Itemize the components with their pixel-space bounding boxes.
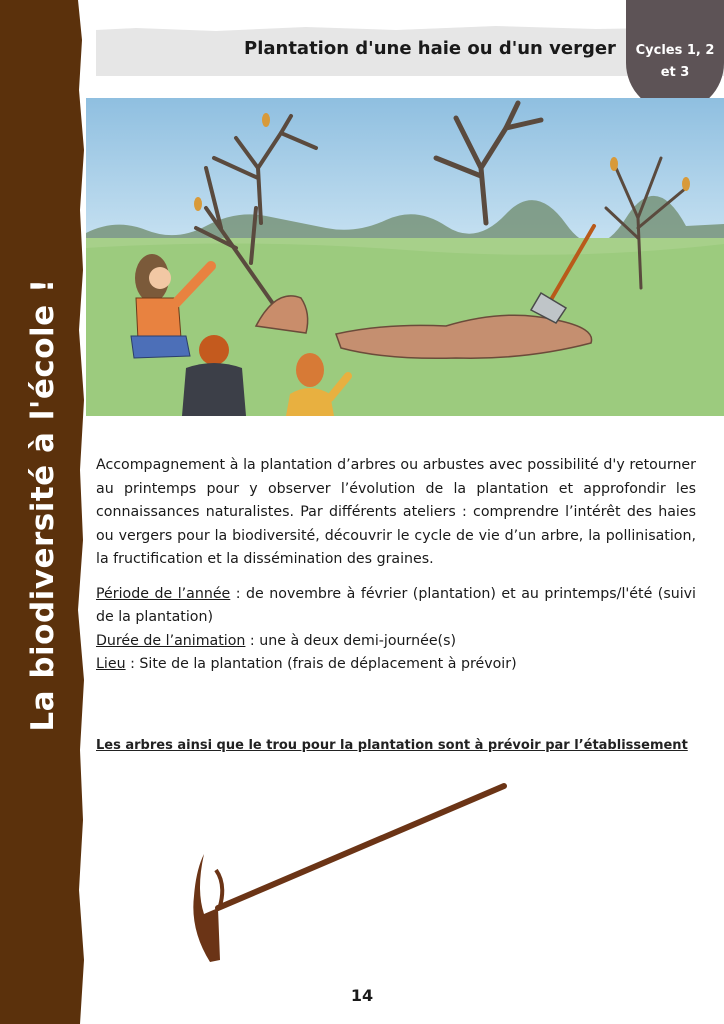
period-label: Période de l’année <box>96 585 231 602</box>
planting-illustration <box>86 98 724 416</box>
page-title: Plantation d'une haie ou d'un verger <box>244 38 616 59</box>
side-title: La biodiversité à l'école ! <box>25 278 61 732</box>
notice: Les arbres ainsi que le trou pour la plantation sont à prévoir par l’établissement <box>96 738 688 753</box>
location-label: Lieu <box>96 656 126 672</box>
content <box>96 454 696 677</box>
duration-line <box>96 630 696 654</box>
duration-label: Durée de l’animation <box>96 632 246 649</box>
duration-text: : une à deux demi-journée(s) <box>245 632 457 649</box>
cycles-line-2: et 3 <box>660 65 690 80</box>
location-line <box>96 653 696 677</box>
cycles-line-1: Cycles 1, 2 <box>635 43 715 58</box>
page-number: 14 <box>350 986 374 1005</box>
period-text: : de novembre à février (plantation) et au printemps/l'été (suivi de la plantation) <box>96 585 696 625</box>
cycles-badge <box>626 0 724 112</box>
location-text: : Site de la plantation (frais de déplacement à prévoir) <box>125 656 517 672</box>
intro-paragraph: Accompagnement à la plantation d’arbres ou arbustes avec possibilité d'y retourner au printemps pour y observer l’évolution de la plantation et approfondir les connaissances naturalistes. Par différents ateliers : comprendre l’intérêt des haies ou vergers pour la biodiversité, découvrir le cycle de vie d’un arbre, la pollinisation, la fructification et la dissémination des graines. <box>96 457 696 567</box>
period-line <box>96 583 696 630</box>
hoe-icon <box>190 780 520 970</box>
